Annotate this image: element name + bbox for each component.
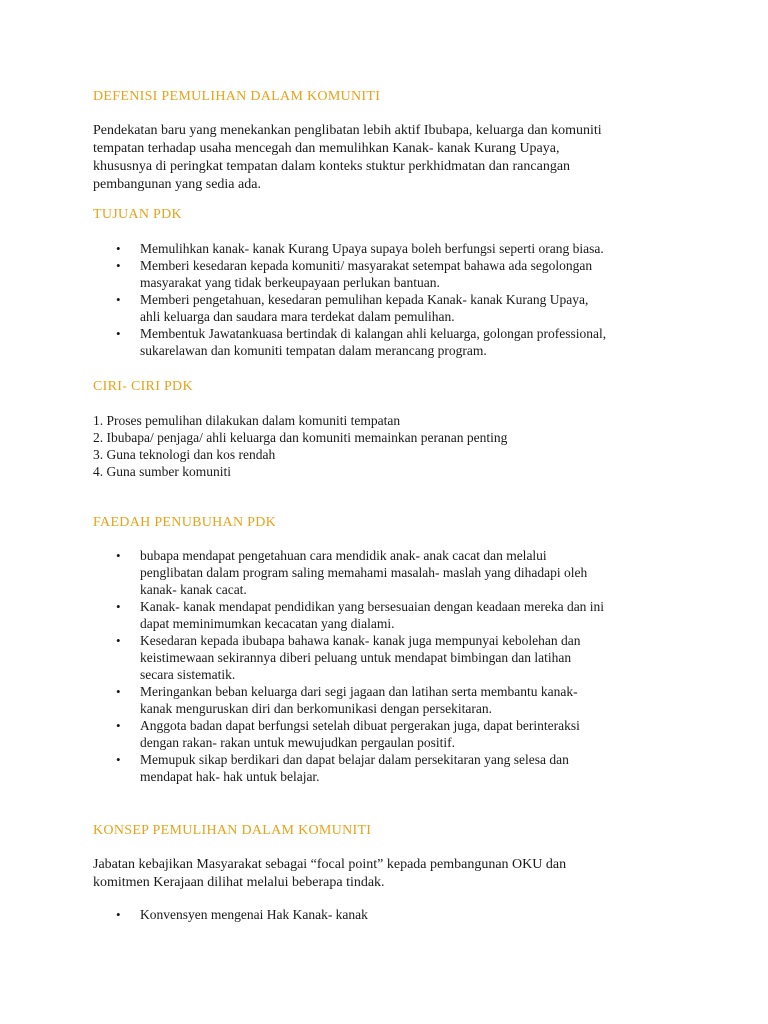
list-item: [93, 683, 693, 717]
bullet-icon: •: [116, 633, 121, 648]
item-line: Anggota badan dapat berfungsi setelah dibuat pergerakan juga, dapat berinteraksi: [140, 718, 580, 733]
list-item: [93, 751, 693, 785]
item-line: bubapa mendapat pengetahuan cara mendidik anak- anak cacat dan melalui: [140, 548, 547, 563]
item-line: secara sistematik.: [140, 667, 236, 682]
para-defenisi: [93, 122, 693, 194]
text-line: Pendekatan baru yang menekankan penglibatan lebih aktif Ibubapa, keluarga dan komuniti: [93, 123, 602, 138]
bullet-icon: •: [116, 548, 121, 563]
list-item: [93, 632, 693, 683]
item-line: Membentuk Jawatankuasa bertindak di kalangan ahli keluarga, golongan professional,: [140, 326, 607, 341]
item-line: Kanak- kanak mendapat pendidikan yang bersesuaian dengan keadaan mereka dan ini: [140, 599, 605, 614]
list-faedah: [93, 547, 693, 785]
item-line: mendapat hak- hak untuk belajar.: [140, 769, 320, 784]
list-item: 1. Proses pemulihan dilakukan dalam komuniti tempatan: [93, 413, 401, 428]
list-item: [93, 291, 693, 325]
bullet-icon: •: [116, 718, 121, 733]
item-line: Meringankan beban keluarga dari segi jagaan dan latihan serta membantu kanak-: [140, 684, 578, 699]
list-konsep: [93, 906, 693, 923]
item-line: kanak menguruskan diri dan berkomunikasi dengan persekitaran.: [140, 701, 493, 716]
heading-tujuan: TUJUAN PDK: [93, 207, 182, 222]
bullet-icon: •: [116, 258, 121, 273]
bullet-icon: •: [116, 241, 121, 256]
bullet-icon: •: [116, 907, 121, 922]
list-item: [93, 257, 693, 291]
para-konsep: [93, 856, 693, 892]
bullet-icon: •: [116, 752, 121, 767]
text-line: pembangunan yang sedia ada.: [93, 177, 261, 192]
item-line: Kesedaran kepada ibubapa bahawa kanak- kanak juga mempunyai kebolehan dan: [140, 633, 581, 648]
list-item: [93, 325, 693, 359]
bullet-icon: •: [116, 326, 121, 341]
list-tujuan: [93, 240, 693, 359]
text-line: khususnya di peringkat tempatan dalam konteks stuktur perkhidmatan dan rancangan: [93, 159, 571, 174]
heading-ciri: CIRI- CIRI PDK: [93, 379, 193, 394]
item-line: Memulihkan kanak- kanak Kurang Upaya supaya boleh berfungsi seperti orang biasa.: [140, 241, 604, 256]
item-line: masyarakat yang tidak berkeupayaan perlukan bantuan.: [140, 275, 440, 290]
item-line: keistimewaan sekirannya diberi peluang untuk mendapat bimbingan dan latihan: [140, 650, 572, 665]
list-item: [93, 547, 693, 598]
item-line: dengan rakan- rakan untuk mewujudkan pergaulan positif.: [140, 735, 456, 750]
item-line: penglibatan dalam program saling memahami masalah- maslah yang dihadapi oleh: [140, 565, 588, 580]
list-item: [93, 598, 693, 632]
list-ciri: [93, 412, 693, 480]
list-item: 2. Ibubapa/ penjaga/ ahli keluarga dan komuniti memainkan peranan penting: [93, 430, 508, 445]
item-line: dapat meminimumkan kecacatan yang dialami.: [140, 616, 395, 631]
item-line: Konvensyen mengenai Hak Kanak- kanak: [140, 907, 368, 922]
list-item: [93, 906, 693, 923]
heading-faedah: FAEDAH PENUBUHAN PDK: [93, 515, 277, 530]
item-line: kanak- kanak cacat.: [140, 582, 247, 597]
text-line: Jabatan kebajikan Masyarakat sebagai “focal point” kepada pembangunan OKU dan: [93, 857, 567, 872]
text-line: tempatan terhadap usaha mencegah dan memulihkan Kanak- kanak Kurang Upaya,: [93, 141, 560, 156]
item-line: Memupuk sikap berdikari dan dapat belajar dalam persekitaran yang selesa dan: [140, 752, 569, 767]
list-item: [93, 717, 693, 751]
list-item: 4. Guna sumber komuniti: [93, 464, 231, 479]
text-line: komitmen Kerajaan dilihat melalui beberapa tindak.: [93, 875, 385, 890]
list-item: [93, 240, 693, 257]
item-line: Memberi kesedaran kepada komuniti/ masyarakat setempat bahawa ada segolongan: [140, 258, 593, 273]
bullet-icon: •: [116, 599, 121, 614]
item-line: Memberi pengetahuan, kesedaran pemulihan kepada Kanak- kanak Kurang Upaya,: [140, 292, 589, 307]
heading-konsep: KONSEP PEMULIHAN DALAM KOMUNITI: [93, 823, 372, 838]
list-item: 3. Guna teknologi dan kos rendah: [93, 447, 276, 462]
bullet-icon: •: [116, 684, 121, 699]
item-line: ahli keluarga dan saudara mara terdekat dalam pemulihan.: [140, 309, 455, 324]
heading-defenisi: DEFENISI PEMULIHAN DALAM KOMUNITI: [93, 89, 381, 104]
bullet-icon: •: [116, 292, 121, 307]
item-line: sukarelawan dan komuniti tempatan dalam merancang program.: [140, 343, 487, 358]
